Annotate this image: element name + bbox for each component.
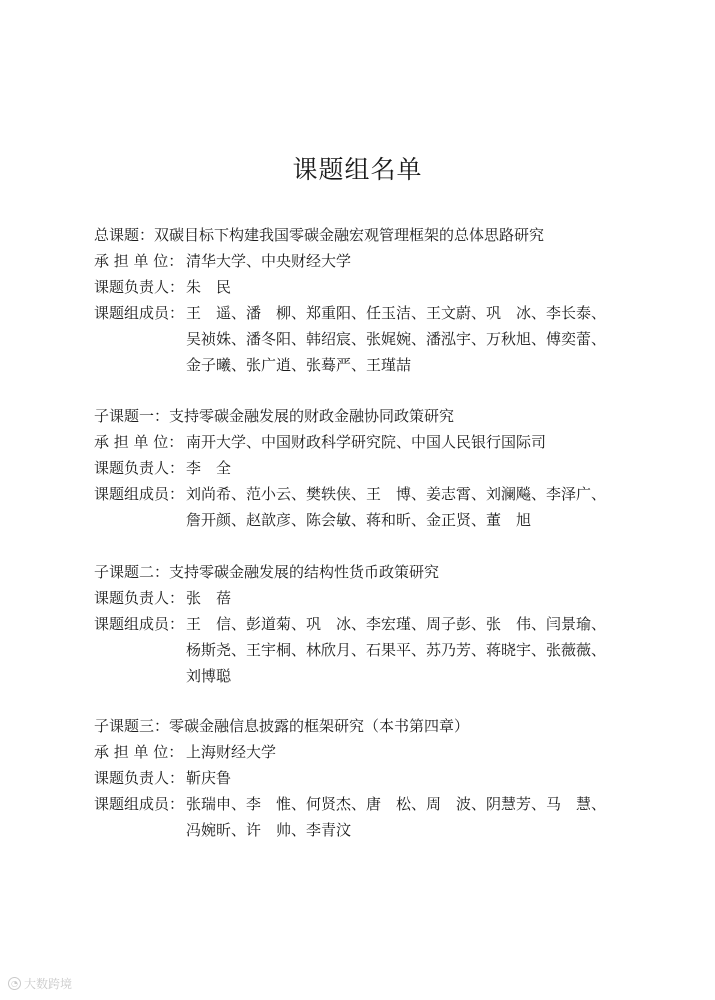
section-heading: 总课题：双碳目标下构建我国零碳金融宏观管理框架的总体思路研究 (94, 226, 545, 244)
member-line: 杨斯尧、王宇桐、林欣月、石果平、苏乃芳、蒋晓宇、张薇薇、 (186, 641, 607, 659)
member-line: 刘博聪 (186, 667, 232, 685)
watermark (8, 975, 72, 992)
row-value: 上海财经大学 (186, 743, 277, 761)
row-project-members (94, 791, 654, 843)
row-undertaking-unit (94, 429, 654, 455)
member-list (186, 611, 606, 689)
row-project-members (94, 300, 654, 378)
row-value: 靳庆鲁 (186, 769, 232, 787)
section-subproject-2 (94, 559, 654, 689)
row-label: 承 担 单 位： (94, 433, 184, 451)
page-title: 课题组名单 (292, 155, 423, 184)
member-line: 王 信、彭道菊、巩 冰、李宏瑾、周子彭、张 伟、闫景瑜、 (186, 615, 607, 633)
section-main-project (94, 222, 654, 378)
member-line: 金子曦、张广逍、张蓦严、王瑾喆 (186, 356, 412, 374)
row-project-leader (94, 455, 654, 481)
row-value: 清华大学、中央财经大学 (186, 252, 352, 270)
section-heading: 子课题二：支持零碳金融发展的结构性货币政策研究 (94, 563, 440, 581)
row-undertaking-unit (94, 739, 654, 765)
section-subproject-3 (94, 713, 654, 843)
row-undertaking-unit (94, 248, 654, 274)
row-label: 课题负责人： (94, 589, 185, 607)
row-project-leader (94, 585, 654, 611)
member-line: 张瑞申、李 惟、何贤杰、唐 松、周 波、阴慧芳、马 慧、 (186, 795, 607, 813)
member-line: 冯婉昕、许 帅、李青汶 (186, 821, 352, 839)
row-value: 李 全 (186, 459, 232, 477)
member-list (186, 300, 606, 378)
row-label: 课题组成员： (94, 795, 185, 813)
row-label: 承 担 单 位： (94, 743, 184, 761)
member-line: 詹开颜、赵歆彦、陈会敏、蒋和昕、金正贤、董 旭 (186, 511, 532, 529)
row-label: 课题组成员： (94, 304, 185, 322)
member-list (186, 481, 606, 533)
member-line: 王 遥、潘 柳、郑重阳、任玉洁、王文蔚、巩 冰、李长泰、 (186, 304, 607, 322)
watermark-text: 大数跨境 (24, 977, 73, 991)
row-value: 张 蓓 (186, 589, 232, 607)
member-line: 吴祯姝、潘冬阳、韩绍宸、张娓婉、潘泓宇、万秋旭、傅奕蕾、 (186, 330, 607, 348)
section-heading: 子课题三：零碳金融信息披露的框架研究（本书第四章） (94, 717, 470, 735)
section-heading: 子课题一：支持零碳金融发展的财政金融协同政策研究 (94, 407, 455, 425)
row-label: 课题组成员： (94, 485, 185, 503)
row-label: 课题负责人： (94, 459, 185, 477)
row-label: 承 担 单 位： (94, 252, 184, 270)
member-line: 刘尚希、范小云、樊轶侠、王 博、姜志霄、刘澜飚、李泽广、 (186, 485, 607, 503)
row-project-leader (94, 765, 654, 791)
row-label: 课题负责人： (94, 769, 185, 787)
row-label: 课题组成员： (94, 615, 185, 633)
member-list (186, 791, 606, 843)
row-value: 南开大学、中国财政科学研究院、中国人民银行国际司 (186, 433, 547, 451)
row-project-members (94, 481, 654, 533)
row-value: 朱 民 (186, 278, 232, 296)
section-subproject-1 (94, 403, 654, 533)
row-label: 课题负责人： (94, 278, 185, 296)
row-project-leader (94, 274, 654, 300)
weibo-icon: ◔ (8, 977, 21, 990)
row-project-members (94, 611, 654, 689)
